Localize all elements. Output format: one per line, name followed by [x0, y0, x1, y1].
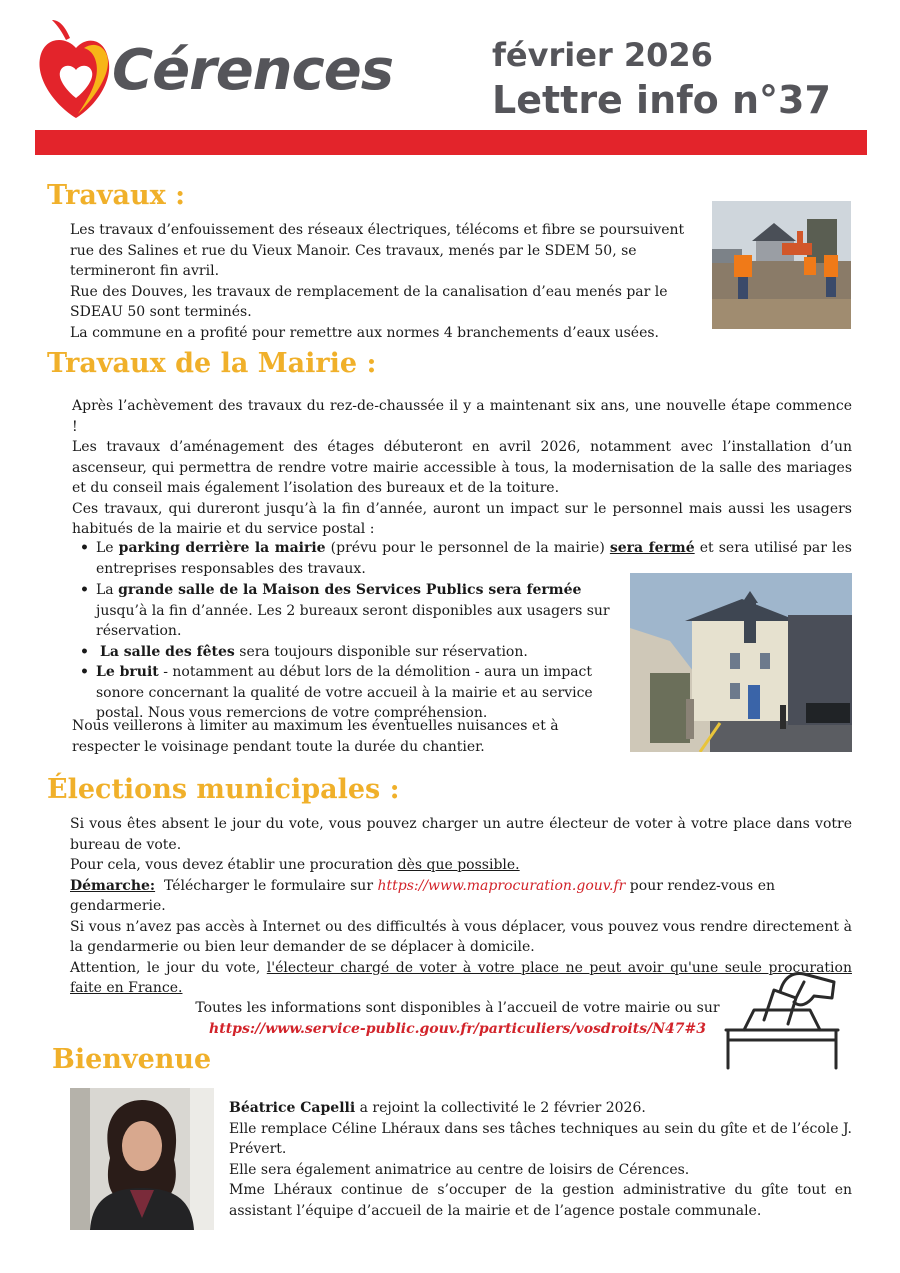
travaux-paragraph: Rue des Douves, les travaux de remplacement de la canalisation d’eau menés par le SDEAU 50 sont terminés. [70, 283, 668, 320]
elections-paragraph: Attention, le jour du vote, l'électeur chargé de voter à votre place ne peut avoir qu'une seule procuration faite en France. [70, 959, 852, 996]
elections-paragraph: Si vous êtes absent le jour du vote, vous pouvez charger un autre électeur de voter à votre place dans votre bureau de vote. [70, 816, 852, 853]
bienvenue-paragraph: Mme Lhéraux continue de s’occuper de la gestion administrative du gîte tout en assistant l’équipe d’accueil de la mairie et de l’agence postale communale. [229, 1182, 852, 1219]
list-item: • La grande salle de la Maison des Services Publics sera fermée jusqu’à la fin d’année. Les 2 bureaux seront disponibles aux usagers sur réservation. [80, 580, 620, 642]
elections-paragraph: Pour cela, vous devez établir une procuration dès que possible. [70, 857, 520, 873]
section-heading-bienvenue: Bienvenue [52, 1044, 212, 1075]
list-item: • Le bruit - notamment au début lors de la démolition - aura un impact sonore concernant la qualité de votre accueil à la mairie et au service postal. Nous vous remercions de votre compréhension. [80, 662, 620, 724]
list-item: • Le parking derrière la mairie (prévu pour le personnel de la mairie) sera fermé et sera utilisé par les entreprises responsables des travaux. [80, 538, 852, 579]
list-item: • La salle des fêtes sera toujours disponible sur réservation. [80, 642, 620, 663]
mairie-building-photo [630, 573, 852, 752]
service-public-link[interactable]: https://www.service-public.gouv.fr/particuliers/vosdroits/N47#3 [209, 1020, 706, 1037]
bienvenue-paragraph: Béatrice Capelli a rejoint la collectivité le 2 février 2026. [229, 1100, 646, 1116]
roadworks-photo [712, 201, 851, 329]
elections-paragraph: Démarche: Télécharger le formulaire sur https://www.maprocuration.gouv.fr pour rendez-vous en gendarmerie. [70, 877, 775, 914]
maprocuration-link[interactable]: https://www.maprocuration.gouv.fr [377, 877, 626, 894]
mairie-closing: Nous veillerons à limiter au maximum les éventuelles nuisances et à respecter le voisinage pendant toute la durée du chantier. [72, 718, 559, 755]
elections-info [180, 998, 735, 1039]
travaux-paragraph: Les travaux d’enfouissement des réseaux électriques, télécoms et fibre se poursuivent rue des Salines et rue du Vieux Manoir. Ces travaux, menés par le SDEM 50, se termineront fin avril. [70, 222, 685, 279]
mairie-paragraph: Après l’achèvement des travaux du rez-de-chaussée il y a maintenant six ans, une nouvelle étape commence ! [72, 398, 852, 435]
elections-info-text: Toutes les informations sont disponibles à l’accueil de votre mairie ou sur [195, 1000, 720, 1016]
travaux-paragraph: La commune en a profité pour remettre aux normes 4 branchements d’eaux usées. [70, 324, 659, 341]
section-heading-elections: Élections municipales : [47, 774, 400, 805]
new-employee-name: Béatrice Capelli [229, 1100, 356, 1116]
apple-heart-logo-icon [36, 18, 116, 123]
bienvenue-paragraph: Elle remplace Céline Lhéraux dans ses tâches techniques au sein du gîte et de l’école J. Prévert. [229, 1120, 852, 1157]
ballot-box-icon [724, 968, 840, 1072]
section-heading-mairie: Travaux de la Mairie : [47, 348, 377, 379]
bienvenue-paragraph: Elle sera également animatrice au centre de loisirs de Cérences. [229, 1161, 690, 1178]
travaux-text [70, 220, 705, 343]
portrait-photo [70, 1088, 214, 1230]
section-heading-travaux: Travaux : [47, 180, 186, 211]
mairie-intro [72, 396, 852, 540]
mairie-bullets [80, 580, 620, 724]
elections-paragraph: Si vous n’avez pas accès à Internet ou des difficultés à vous déplacer, vous pouvez vous rendre directement à la gendarmerie ou bien leur demander de se déplacer à domicile. [70, 918, 852, 955]
mairie-paragraph: Les travaux d’aménagement des étages débuteront en avril 2026, notamment avec l’installation d’un ascenseur, qui permettra de rendre votre mairie accessible à tous, la modernisation de la salle des mariages et du conseil mais également l’isolation des bureaux et de la toiture. [72, 439, 852, 496]
header-divider-bar [35, 130, 867, 155]
logo-wordmark: Cérences [112, 38, 394, 103]
newsletter-title: Lettre info n°37 [492, 78, 831, 122]
logo [36, 18, 116, 123]
bienvenue-text [229, 1098, 852, 1221]
issue-date: février 2026 [492, 36, 713, 74]
mairie-paragraph: Ces travaux, qui dureront jusqu’à la fin d’année, auront un impact sur le personnel mais aussi les usagers habitués de la mairie et du service postal : [72, 500, 852, 537]
